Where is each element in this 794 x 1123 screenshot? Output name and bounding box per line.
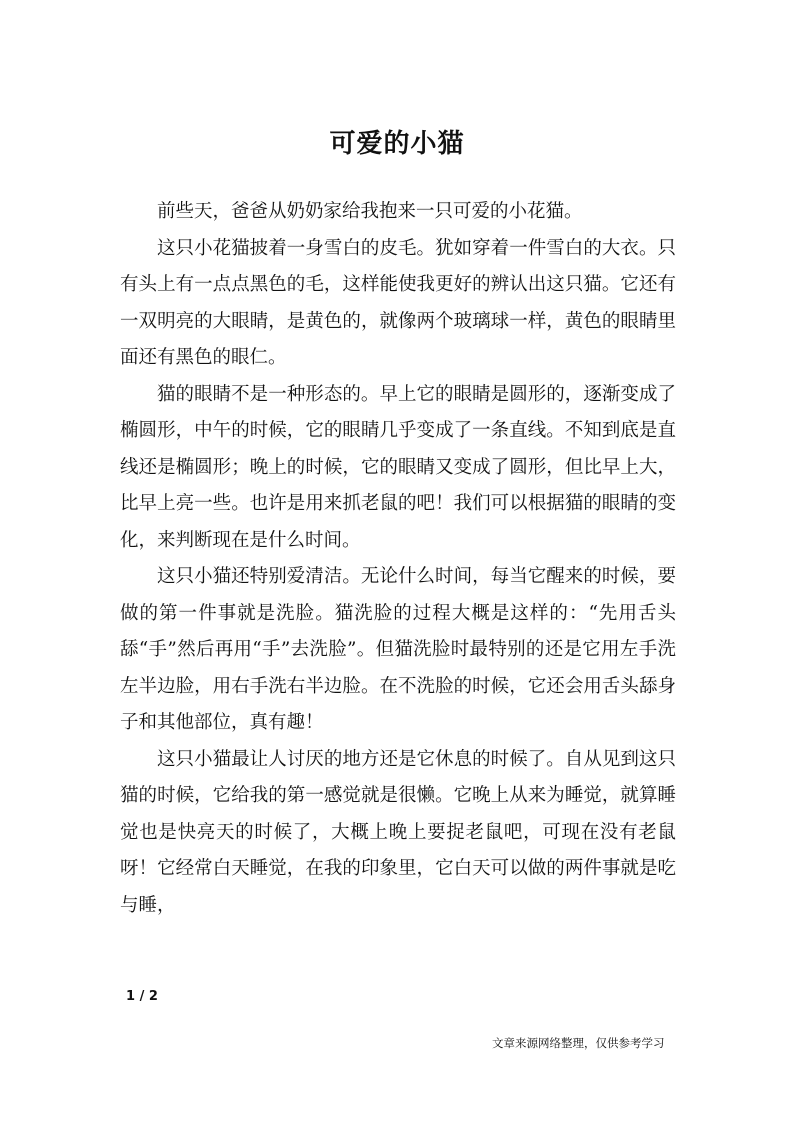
- paragraph-5: 这只小猫最让人讨厌的地方还是它休息的时候了。自从见到这只猫的时候，它给我的第一感觉就是很懒。它晚上从来为睡觉，就算睡觉也是快亮天的时候了，大概上晚上要捉老鼠吧，可现在没有老鼠呀！它经常白天睡觉，在我的印象里，它白天可以做的两件事就是吃与睡，: [120, 748, 676, 916]
- source-note: 文章来源网络整理，仅供参考学习: [492, 1036, 665, 1050]
- paragraph-4: 这只小猫还特别爱清洁。无论什么时间，每当它醒来的时候，要做的第一件事就是洗脸。猫洗脸的过程大概是这样的：“先用舌头舔“手”然后再用“手”去洗脸”。但猫洗脸时最特别的还是它用左手洗左半边脸，用右手洗右半边脸。在不洗脸的时候，它还会用舌头舔身子和其他部位，真有趣！: [120, 566, 676, 733]
- document-body: [120, 194, 676, 924]
- page-number: 1 / 2: [126, 989, 158, 1004]
- paragraph-3: 猫的眼睛不是一种形态的。早上它的眼睛是圆形的，逐渐变成了椭圆形，中午的时候，它的眼睛几乎变成了一条直线。不知到底是直线还是椭圆形；晚上的时候，它的眼睛又变成了圆形，但比早上大，比早上亮一些。也许是用来抓老鼠的吧！我们可以根据猫的眼睛的变化，来判断现在是什么时间。: [120, 383, 676, 551]
- paragraph-1: 前些天，爸爸从奶奶家给我抱来一只可爱的小花猫。: [157, 201, 583, 222]
- paragraph-2: 这只小花猫披着一身雪白的皮毛。犹如穿着一件雪白的大衣。只有头上有一点点黑色的毛，这样能使我更好的辨认出这只猫。它还有一双明亮的大眼睛，是黄色的，就像两个玻璃球一样，黄色的眼睛里面还有黑色的眼仁。: [120, 237, 676, 368]
- document-title: 可爱的小猫: [329, 129, 465, 159]
